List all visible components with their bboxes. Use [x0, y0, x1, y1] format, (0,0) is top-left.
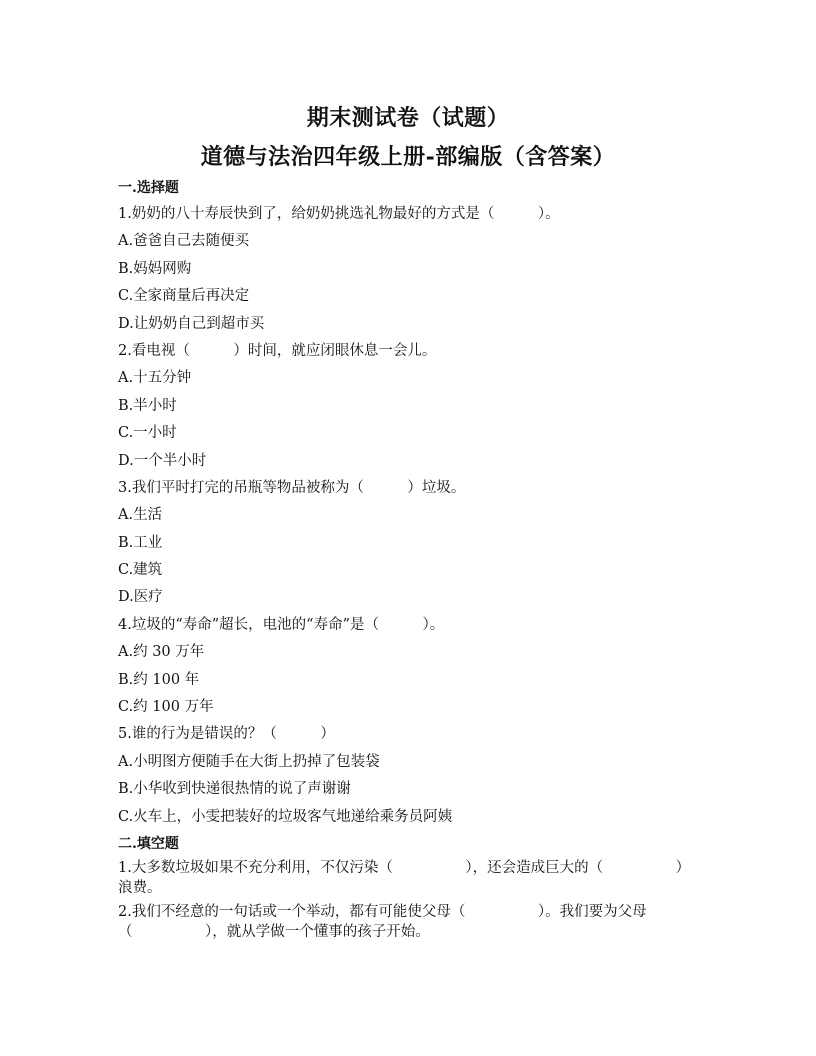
- fill-blank-question: 1.大多数垃圾如果不充分利用，不仅污染（ ），还会造成巨大的（ ）浪费。: [118, 859, 691, 896]
- answer-option: D.让奶奶自己到超市买: [118, 315, 265, 332]
- question-stem: 2.看电视（ ）时间，就应闭眼休息一会儿。: [118, 342, 437, 359]
- section-heading-fill-blank: 二.填空题: [118, 835, 179, 852]
- answer-option: A.生活: [118, 507, 163, 524]
- question-stem: 4.垃圾的“寿命”超长，电池的“寿命”是（ ）。: [118, 616, 445, 633]
- answer-option: D.医疗: [118, 589, 163, 606]
- document-title: 期末测试卷（试题）: [306, 105, 510, 131]
- answer-option: B.约 100 年: [118, 671, 200, 688]
- answer-option: B.工业: [118, 534, 163, 551]
- answer-option: C.火车上，小雯把装好的垃圾客气地递给乘务员阿姨: [118, 808, 453, 825]
- document-subtitle: 道德与法治四年级上册-部编版（含答案）: [200, 144, 616, 170]
- answer-option: A.小明图方便随手在大街上扔掉了包装袋: [118, 753, 380, 770]
- section-heading-choice: 一.选择题: [118, 180, 179, 196]
- document-body: [118, 178, 698, 942]
- answer-option: B.半小时: [118, 397, 177, 414]
- answer-option: A.约 30 万年: [118, 644, 205, 661]
- question-stem: 5.谁的行为是错误的？（ ）: [118, 726, 335, 743]
- question-stem: 1.奶奶的八十寿辰快到了，给奶奶挑选礼物最好的方式是（ ）。: [118, 206, 560, 222]
- answer-option: C.约 100 万年: [118, 699, 214, 716]
- answer-option: C.一小时: [118, 425, 177, 442]
- answer-option: C.建筑: [118, 562, 163, 579]
- answer-option: A.十五分钟: [118, 370, 192, 387]
- answer-option: B.小华收到快递很热情的说了声谢谢: [118, 781, 351, 798]
- answer-option: C.全家商量后再决定: [118, 288, 250, 305]
- question-stem: 3.我们平时打完的吊瓶等物品被称为（ ）垃圾。: [118, 479, 466, 496]
- fill-blank-question: 2.我们不经意的一句话或一个举动，都有可能使父母（ ）。我们要为父母（ ），就从学做一个懂事的孩子开始。: [118, 903, 647, 940]
- answer-option: D.一个半小时: [118, 452, 207, 469]
- answer-option: B.妈妈网购: [118, 260, 192, 277]
- answer-option: A.爸爸自己去随便买: [118, 233, 250, 250]
